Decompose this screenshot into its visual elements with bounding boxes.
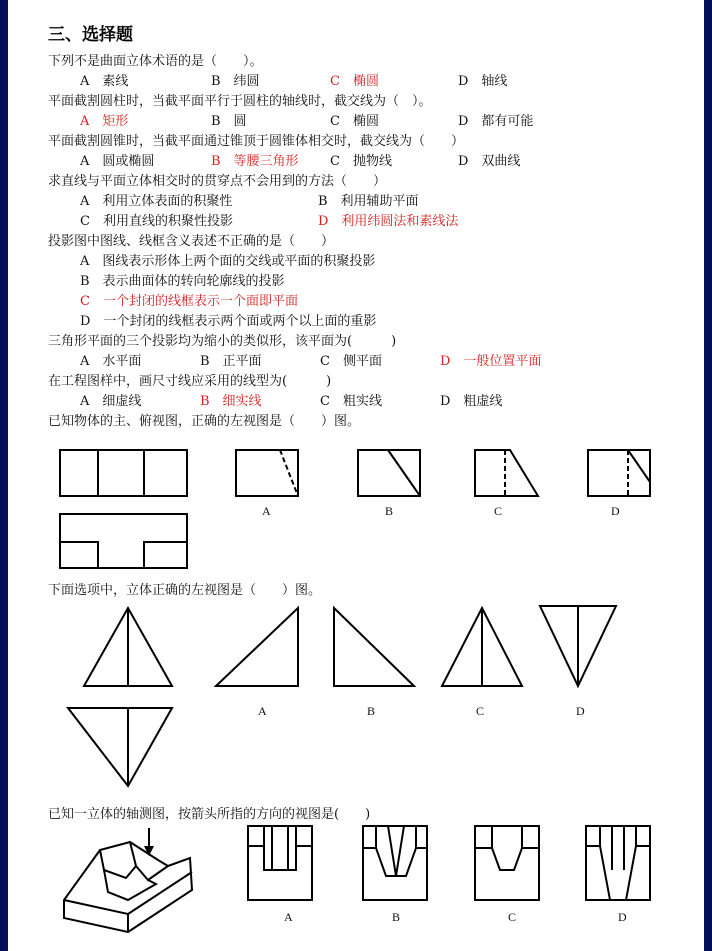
question-6-option-b: B 正平面 (200, 354, 262, 369)
section-title: 三、选择题 (48, 25, 133, 45)
question-2-option-d: D 都有可能 (458, 114, 534, 129)
question-9-label-d: D (576, 704, 585, 718)
question-5-option-a: A 图线表示形体上两个面的交线或平面的积聚投影 (80, 254, 376, 269)
question-4-option-c: C 利用直线的积聚性投影 (80, 214, 233, 229)
question-3-stem: 平面截割圆锥时，当截平面通过锥顶于圆锥体相交时，截交线为（ ） (48, 134, 465, 149)
question-7-option-d: D 粗虚线 (440, 394, 503, 409)
question-10-label-d: D (618, 910, 627, 924)
question-7-option-c: C 粗实线 (320, 394, 382, 409)
question-2-option-c: C 椭圆 (330, 114, 379, 129)
question-6-option-a: A 水平面 (80, 354, 142, 369)
question-10-option-c-figure (475, 826, 539, 900)
question-1-option-d: D 轴线 (458, 74, 508, 89)
question-1-option-c: C 椭圆 (330, 74, 379, 89)
question-8-label-d: D (611, 504, 620, 518)
question-9-label-b: B (367, 704, 376, 718)
question-4-stem: 求直线与平面立体相交时的贯穿点不会用到的方法（ ） (48, 174, 387, 189)
question-8-label-a: A (262, 504, 271, 518)
question-4-option-b: B 利用辅助平面 (318, 194, 419, 209)
question-7-stem: 在工程图样中，画尺寸线应采用的线型为( ) (48, 374, 332, 389)
question-10-figures (8, 0, 704, 951)
question-10-stem: 已知一立体的轴测图，按箭头所指的方向的视图是( ) (48, 807, 371, 822)
question-3-option-c: C 抛物线 (330, 154, 392, 169)
question-6-stem: 三角形平面的三个投影均为缩小的类似形，该平面为( ) (48, 334, 397, 349)
question-5-stem: 投影图中图线、线框含义表述不正确的是（ ） (48, 234, 335, 249)
question-2-stem: 平面截割圆柱时，当截平面平行于圆柱的轴线时，截交线为（ ）。 (48, 94, 432, 109)
question-2-option-b: B 圆 (211, 114, 247, 129)
question-10-label-a: A (284, 910, 293, 924)
question-10-option-b-figure (363, 826, 427, 900)
question-1-option-b: B 纬圆 (211, 74, 260, 89)
question-8-stem: 已知物体的主、俯视图，正确的左视图是（ ）图。 (48, 414, 361, 429)
question-1-stem: 下列不是曲面立体术语的是（ ）。 (48, 54, 263, 69)
question-3-option-b: B 等腰三角形 (211, 154, 299, 169)
question-4-option-d: D 利用纬圆法和素线法 (318, 214, 459, 229)
question-5-option-b: B 表示曲面体的转向轮廓线的投影 (80, 274, 285, 289)
question-2-option-a: A 矩形 (80, 114, 129, 129)
question-8-label-b: B (385, 504, 394, 518)
question-1-option-a: A 素线 (80, 74, 129, 89)
question-4-option-a: A 利用立体表面的积聚性 (80, 194, 233, 209)
question-3-option-d: D 双曲线 (458, 154, 521, 169)
question-5-option-c: C 一个封闭的线框表示一个面即平面 (80, 294, 298, 309)
question-9-label-c: C (476, 704, 485, 718)
question-9-label-a: A (258, 704, 267, 718)
question-7-option-a: A 细虚线 (80, 394, 142, 409)
question-10-option-a-figure (248, 826, 312, 900)
question-5-option-d: D 一个封闭的线框表示两个面或两个以上面的重影 (80, 314, 377, 329)
question-7-option-b: B 细实线 (200, 394, 262, 409)
question-10-label-b: B (392, 910, 401, 924)
document-page (8, 0, 704, 951)
question-9-stem: 下面选项中，立体正确的左视图是（ ）图。 (48, 583, 322, 598)
question-6-option-d: D 一般位置平面 (440, 354, 542, 369)
question-3-option-a: A 圆或椭圆 (80, 154, 155, 169)
question-10-isometric-view (64, 828, 192, 932)
question-10-label-c: C (508, 910, 517, 924)
question-6-option-c: C 侧平面 (320, 354, 382, 369)
question-10-option-d-figure (586, 826, 650, 900)
question-8-label-c: C (494, 504, 503, 518)
